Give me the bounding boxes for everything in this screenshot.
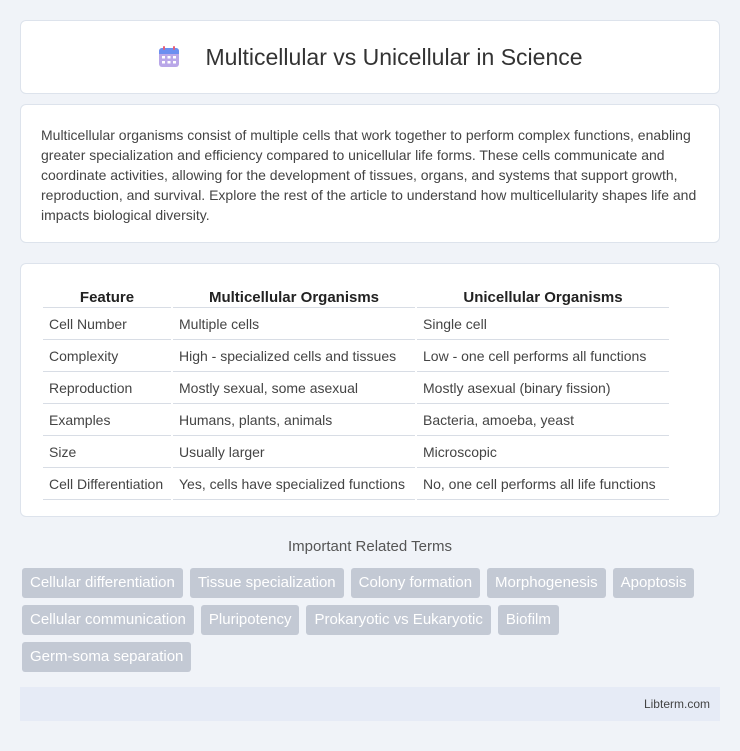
comparison-table-card (20, 263, 720, 517)
related-term-tag[interactable]: Apoptosis (613, 568, 695, 598)
table-cell: Humans, plants, animals (173, 406, 415, 436)
table-cell: Usually larger (173, 438, 415, 468)
table-row (43, 470, 669, 500)
intro-section (20, 104, 720, 243)
table-row (43, 374, 669, 404)
column-header: Unicellular Organisms (417, 286, 669, 308)
table-cell: Cell Number (43, 310, 171, 340)
table-cell: Cell Differentiation (43, 470, 171, 500)
table-cell: High - specialized cells and tissues (173, 342, 415, 372)
table-row (43, 438, 669, 468)
table-cell: Single cell (417, 310, 669, 340)
page-title: Multicellular vs Unicellular in Science (205, 43, 583, 70)
table-cell: Complexity (43, 342, 171, 372)
table-cell: Examples (43, 406, 171, 436)
footer-brand-link[interactable]: Libterm.com (643, 697, 710, 711)
table-cell: Size (43, 438, 171, 468)
related-terms-title: Important Related Terms (288, 538, 452, 555)
related-term-tag[interactable]: Morphogenesis (487, 568, 606, 598)
table-cell: Low - one cell performs all functions (417, 342, 669, 372)
related-term-tag[interactable]: Colony formation (351, 568, 480, 598)
related-term-tag[interactable]: Biofilm (498, 605, 559, 635)
table-row (43, 310, 669, 340)
table-header-row (43, 286, 669, 308)
related-term-tag[interactable]: Germ-soma separation (22, 642, 191, 672)
related-term-tag[interactable]: Prokaryotic vs Eukaryotic (306, 605, 490, 635)
intro-text: Multicellular organisms consist of multiple cells that work together to perform complex functions, enabling greater specialization and efficiency compared to unicellular life forms. These cells communicate and coordinate activities, allowing for the development of tissues, organs, and systems that support growth, reproduction, and survival. Explore the rest of the article to understand how multicellularity shapes life and impacts biological diversity. (41, 127, 697, 223)
column-header: Feature (43, 286, 171, 308)
page-header (20, 20, 720, 94)
table-cell: Reproduction (43, 374, 171, 404)
comparison-table (41, 284, 671, 502)
related-term-tag[interactable]: Pluripotency (201, 605, 300, 635)
related-term-tag[interactable]: Cellular communication (22, 605, 194, 635)
column-header: Multicellular Organisms (173, 286, 415, 308)
table-cell: Yes, cells have specialized functions (173, 470, 415, 500)
table-cell: No, one cell performs all life functions (417, 470, 669, 500)
table-cell: Bacteria, amoeba, yeast (417, 406, 669, 436)
table-cell: Microscopic (417, 438, 669, 468)
footer (20, 687, 720, 721)
related-term-tag[interactable]: Tissue specialization (190, 568, 344, 598)
table-row (43, 342, 669, 372)
calendar-icon (157, 45, 181, 69)
table-row (43, 406, 669, 436)
table-cell: Multiple cells (173, 310, 415, 340)
related-term-tag[interactable]: Cellular differentiation (22, 568, 183, 598)
table-cell: Mostly sexual, some asexual (173, 374, 415, 404)
related-terms-list (22, 568, 722, 672)
table-cell: Mostly asexual (binary fission) (417, 374, 669, 404)
